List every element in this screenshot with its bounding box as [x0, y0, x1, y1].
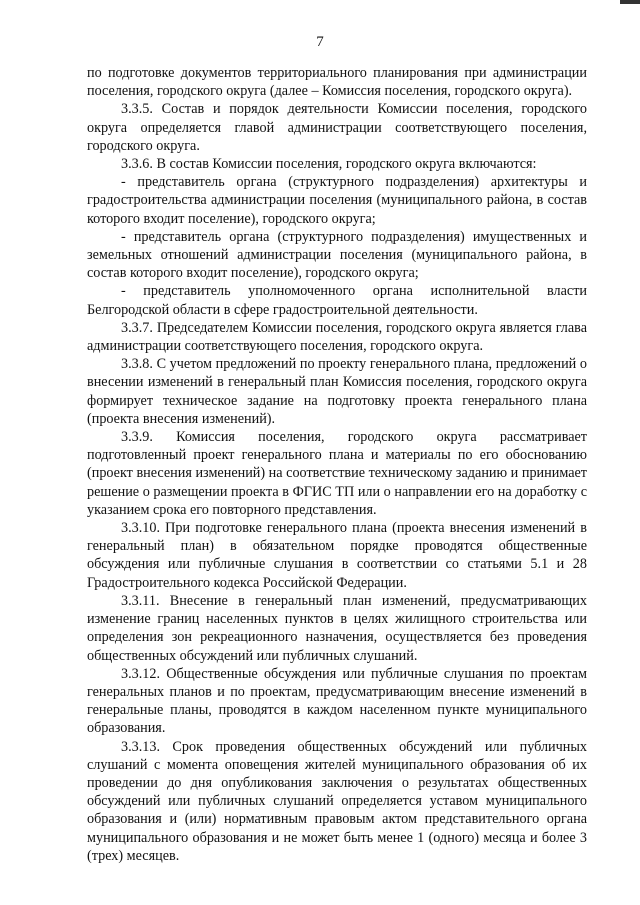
list-item-architecture-representative: - представитель органа (структурного подразделения) архитектуры и градостроительства администрации поселения (муниципального района, в состав которого входит поселение), городского округа;: [87, 174, 587, 227]
paragraph-3-3-7: 3.3.7. Председателем Комиссии поселения, городского округа является глава администрации соответствующего поселения, городского округа.: [87, 319, 587, 355]
paragraph-3-3-11: 3.3.11. Внесение в генеральный план изменений, предусматривающих изменение границ населенных пунктов в целях жилищного строительства или определения зон рекреационного назначения, осуществляется без проведения общественных обсуждений или публичных слушаний.: [87, 592, 587, 664]
paragraph-3-3-6: 3.3.6. В состав Комиссии поселения, городского округа включаются:: [121, 156, 537, 173]
paragraph-continuation: по подготовке документов территориального планирования при администрации поселения, городского округа (далее – Комиссия поселения, городского округа).: [87, 65, 587, 100]
scan-edge-mark: [620, 0, 640, 4]
paragraph-3-3-9: 3.3.9. Комиссия поселения, городского округа рассматривает подготовленный проект генерального плана и материалы по его обоснованию (проект внесения изменений) на соответствие техническому заданию и принимает решение о размещении проекта в ФГИС ТП или о направлении его на доработку с указанием срока его повторного представления.: [87, 429, 587, 518]
document-body: [87, 64, 587, 865]
paragraph-3-3-8: 3.3.8. С учетом предложений по проекту генерального плана, предложений о внесении изменений в генеральный план Комиссия поселения, городского округа формирует техническое задание на подготовку проекта генерального плана (проекта внесения изменений).: [87, 356, 587, 427]
paragraph-3-3-13: 3.3.13. Срок проведения общественных обсуждений или публичных слушаний с момента оповещения жителей муниципального образования об их проведении до дня опубликования заключения о результатах общественных обсуждений или публичных слушаний определяется уставом муниципального образования и (или) нормативным правовым актом представительного органа муниципального образования и не может быть менее 1 (одного) месяца и более 3 (трех) месяцев.: [87, 738, 587, 864]
paragraph-3-3-10: 3.3.10. При подготовке генерального плана (проекта внесения изменений в генеральный план) в обязательном порядке проводятся общественные обсуждения или публичные слушания в соответствии со статьями 5.1 и 28 Градостроительного кодекса Российской Федерации.: [87, 520, 587, 591]
list-item-property-representative: - представитель органа (структурного подразделения) имущественных и земельных отношений администрации поселения (муниципального района, в состав которого входит поселение), городского округа;: [87, 228, 587, 282]
paragraph-3-3-12: 3.3.12. Общественные обсуждения или публичные слушания по проектам генеральных планов и по проектам, предусматривающим внесение изменений в генеральные планы, проводятся в каждом населенном пункте муниципального образования.: [87, 665, 587, 737]
list-item-regional-authority-representative: - представитель уполномоченного органа исполнительной власти Белгородской области в сфере градостроительной деятельности.: [87, 283, 587, 318]
page-number: 7: [316, 34, 324, 50]
paragraph-3-3-5: 3.3.5. Состав и порядок деятельности Комиссии поселения, городского округа определяется главой администрации соответствующего поселения, городского округа.: [87, 101, 587, 154]
